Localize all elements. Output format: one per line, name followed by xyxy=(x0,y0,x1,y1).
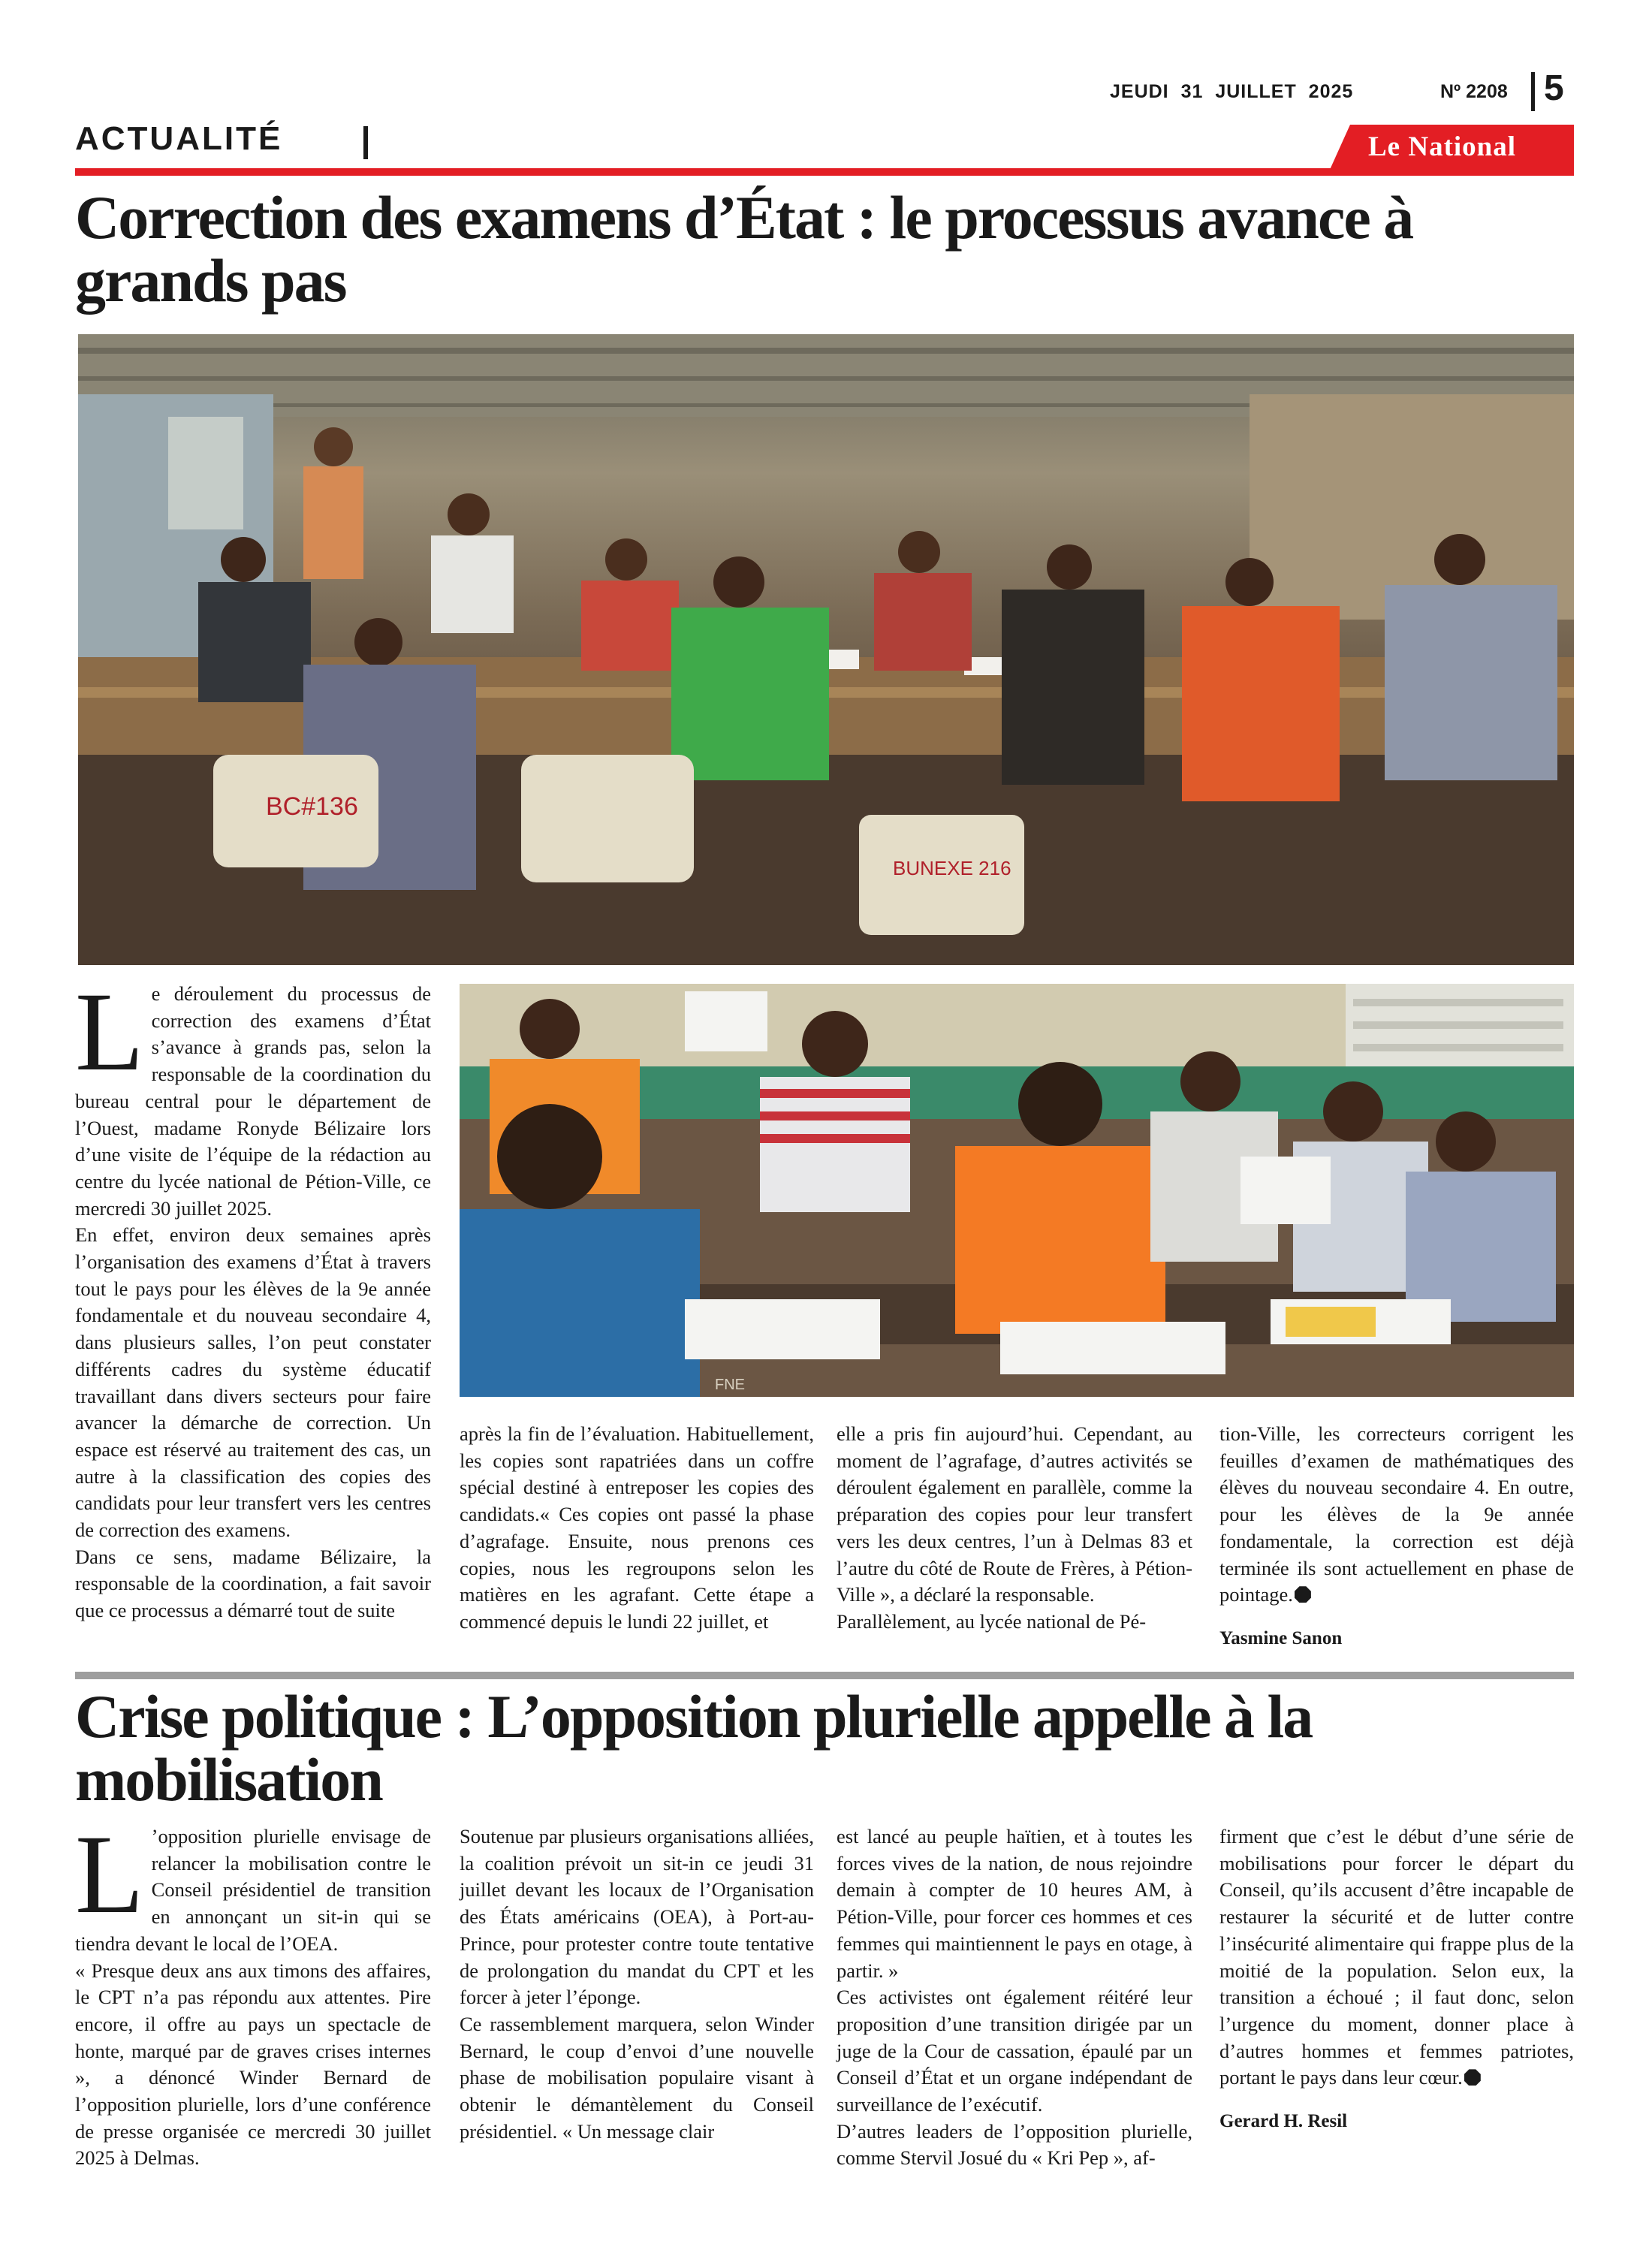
section-label: ACTUALITÉ xyxy=(75,120,283,157)
article1-column-2 xyxy=(460,1421,814,1636)
section-divider xyxy=(363,126,368,159)
article2-paragraph: Ces activistes ont également réitéré leur proposition d’une transition dirigée par un juge de la Cour de cassation, épaulé par un Conseil d’État et un organe indépendant de surveillance de l’exécutif. xyxy=(837,1986,1192,2116)
brand-name: Le National xyxy=(1368,131,1517,162)
article2-column-4 xyxy=(1219,1823,1574,2135)
article1-paragraph: après la fin de l’évaluation. Habituellement, les copies sont rapatriées dans un coffre spécial destiné à entreposer les copies des candidats.« Ces copies ont passé la phase d’agrafage. Ensuite, nous prenons ces copies, nous les regroupons selon les matières en les agrafant. Cette étape a commencé depuis le lundi 22 juillet, et xyxy=(460,1422,814,1633)
correctors-classroom-illustration xyxy=(460,984,1574,1397)
article2-column-3 xyxy=(837,1823,1192,2172)
article2-byline: Gerard H. Resil xyxy=(1219,2111,1348,2132)
article1-paragraph: tion-Ville, les correcteurs corrigent les feuilles d’examen de mathématiques des élèves du nouveau secondaire 4. En outre, pour les élèves de la 9e année fondamentale, la correction est déjà terminée ils sont actuellement en phase de pointage. xyxy=(1219,1422,1574,1606)
article1-column-4 xyxy=(1219,1421,1574,1652)
article2-paragraph: L ’opposition plurielle envisage de relancer la mobilisation contre le Conseil présidentiel de transition en annonçant un sit-in qui se tiendra devant le local de l’OEA. xyxy=(75,1812,431,1955)
article1-byline: Yasmine Sanon xyxy=(1219,1627,1343,1648)
chair-label-2: BUNEXE 216 xyxy=(893,857,1011,879)
article2-dropcap: L xyxy=(75,1812,144,1937)
article1-paragraph: Le déroulement du processus de correction des examens d’État s’avance à grands pas, selon la responsable de la coordination du bureau central pour le département de l’Ouest, madame Ronyde Bélizaire lors d’une visite de l’équipe de la rédaction au centre du lycée national de Pétion-Ville, ce mercredi 30 juillet 2025. xyxy=(75,970,431,1220)
desk-label: FNE xyxy=(715,1377,745,1393)
article2-paragraph: firment que c’est le début d’une série de mobilisations pour forcer le départ du Conseil, qu’ils accusent d’être incapable de restaurer la sécurité et de lutter contre l’insécurité alimentaire qui frappe plus de la moitié de la population. Selon eux, la transition a échoué ; il faut donc, selon l’urgence du moment, donner place à d’autres hommes et femmes patriotes, portant le pays dans leur cœur. xyxy=(1219,1825,1574,2089)
issue-date: JEUDI 31 JUILLET 2025 xyxy=(1110,81,1354,102)
article1-paragraph: En effet, environ deux semaines après l’organisation des examens d’État à travers tout le pays pour les élèves de la 9e année fondamentale et du nouveau secondaire 4, dans plusieurs salles, l’on peut constater différents cadres du système éducatif travaillant dans divers secteurs pour faire avancer la démarche de correction. Un espace est réservé au traitement des cas, un autre à la classification des copies des candidats pour leur transfert vers les centres de correction des examens. xyxy=(75,1223,431,1542)
article-separator xyxy=(75,1672,1574,1679)
article2-paragraph: Ce rassemblement marquera, selon Winder Bernard, le coup d’envoi d’une nouvelle phase de mobilisation populaire visant à obtenir le démantèlement du Conseil présidentiel. « Un message clair xyxy=(460,2012,814,2143)
article2-column-1 xyxy=(75,1812,431,2172)
grading-hall-illustration xyxy=(78,334,1574,965)
header-divider xyxy=(1531,72,1535,111)
article2-paragraph: « Presque deux ans aux timons des affaires, le CPT n’a pas répondu aux attentes. Pire encore, il offre au pays un spectacle de honte, marqué par de graves crises internes », a dénoncé Winder Bernard de l’opposition plurielle, lors d’une conférence de presse organisée ce mercredi 30 juillet 2025 à Delmas. xyxy=(75,1959,431,2170)
article1-main-photo xyxy=(78,334,1574,965)
article2-column-2 xyxy=(460,1823,814,2145)
chair-label-1: BC#136 xyxy=(266,792,358,821)
article1-column-1 xyxy=(75,970,431,1624)
page-number: 5 xyxy=(1544,68,1564,108)
end-of-article-icon xyxy=(1295,1586,1311,1603)
article1-column-3 xyxy=(837,1421,1192,1636)
article2-headline: Crise politique : L’opposition plurielle appelle à la mobilisation xyxy=(75,1682,1313,1814)
article1-second-photo xyxy=(460,984,1574,1397)
issue-number: Nº 2208 xyxy=(1440,81,1508,102)
header-rule xyxy=(75,168,1574,176)
article1-paragraph: Dans ce sens, madame Bélizaire, la responsable de la coordination, a fait savoir que ce processus a démarré tout de suite xyxy=(75,1545,431,1622)
article2-paragraph: D’autres leaders de l’opposition plurielle, comme Stervil Josué du « Kri Pep », af- xyxy=(837,2119,1192,2170)
article1-paragraph: Parallèlement, au lycée national de Pé- xyxy=(837,1609,1147,1633)
end-of-article-icon xyxy=(1464,2069,1481,2086)
article2-paragraph: Soutenue par plusieurs organisations alliées, la coalition prévoit un sit-in ce jeudi 31 juillet devant les locaux de l’Organisation des États américains (OEA), à Port-au-Prince, pour protester contre toute tentative de prolongation du mandat du CPT et les forcer à jeter l’éponge. xyxy=(460,1825,814,2009)
article1-headline: Correction des examens d’État : le processus avance à grands pas xyxy=(75,183,1413,315)
article1-paragraph: elle a pris fin aujourd’hui. Cependant, au moment de l’agrafage, d’autres activités se déroulent également en parallèle, comme la préparation des copies pour leur transfert vers les deux centres, l’un à Delmas 83 et l’autre du côté de Route de Frères, à Pétion-Ville », a déclaré la responsable. xyxy=(837,1422,1192,1606)
article1-dropcap: L xyxy=(75,970,144,1094)
article2-paragraph: est lancé au peuple haïtien, et à toutes les forces vives de la nation, de nous rejoindre demain à compter de 10 heures AM, à Pétion-Ville, pour forcer ces hommes et ces femmes qui maintiennent le pays en otage, à partir. » xyxy=(837,1825,1192,1982)
